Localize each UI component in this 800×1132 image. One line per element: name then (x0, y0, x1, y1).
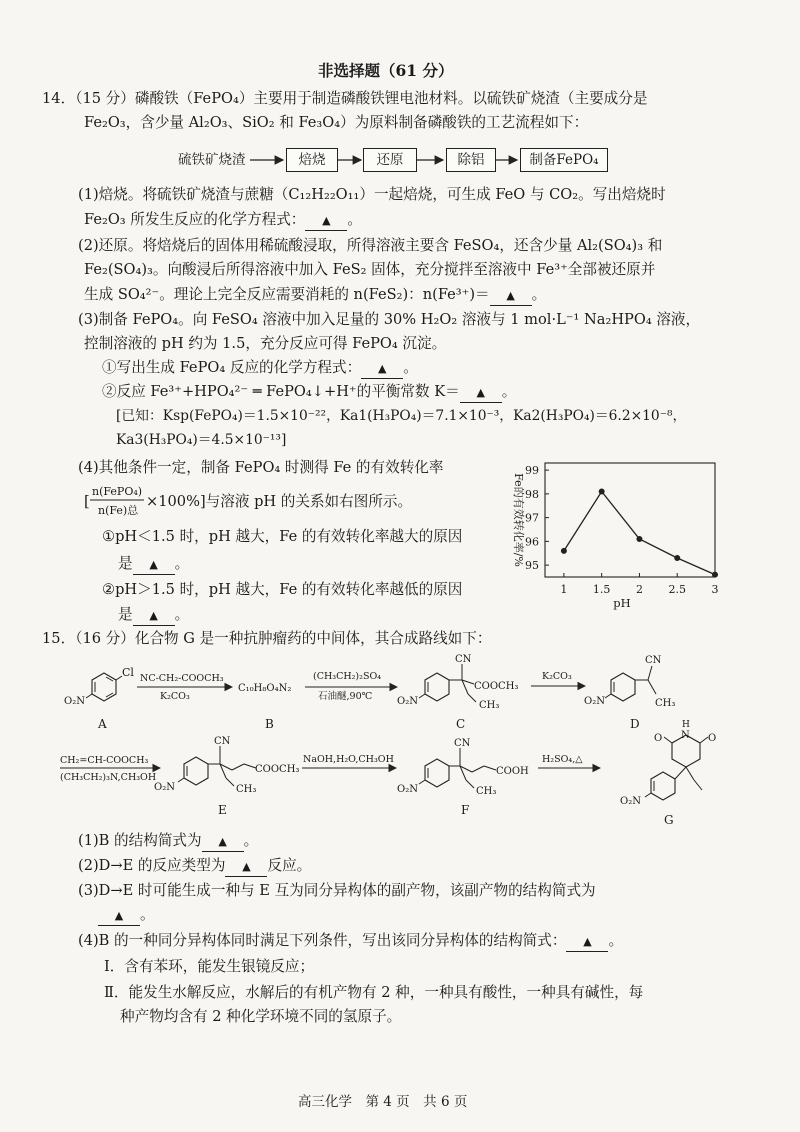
reagent-1-top: NC-CH₂-COOCH₃ (140, 673, 224, 684)
q15-cond1: Ⅰ．含有苯环，能发生银镜反应； (104, 958, 315, 975)
compound-G (620, 720, 716, 827)
period: 。 (608, 932, 624, 949)
group-o2n: O₂N (584, 696, 605, 707)
label-B: B (265, 717, 274, 731)
compound-C (397, 654, 518, 731)
reagent-6-top: H₂SO₄,△ (542, 754, 583, 765)
group-cooch3: COOCH₃ (255, 764, 300, 775)
reagent-3-top: K₂CO₃ (542, 671, 572, 682)
blank-triangle-icon: ▲ (149, 609, 158, 622)
reagent-5-top: NaOH,H₂O,CH₃OH (303, 754, 394, 765)
y-tick-label: 98 (525, 487, 539, 501)
answer-blank[interactable] (202, 832, 244, 852)
reagent-2-top: (CH₃CH₂)₂SO₄ (313, 671, 382, 682)
y-tick-label: 99 (525, 464, 539, 478)
group-o2n: O₂N (397, 696, 418, 707)
group-o2n: O₂N (64, 696, 85, 707)
flow-step-remove-al: 除铝 (446, 148, 496, 172)
q14-known-line2: Ka3(H₃PO₄)＝4.5×10⁻¹³] (116, 432, 287, 448)
reagent-1-bot: K₂CO₃ (160, 691, 190, 702)
label-E: E (218, 803, 227, 817)
period: 。 (174, 606, 190, 623)
q14-part3-line1: (3)制备 FePO₄。向 FeSO₄ 溶液中加入足量的 30% H₂O₂ 溶液与 1 mol·L⁻¹ Na₂HPO₄ 溶液， (78, 311, 701, 328)
answer-blank[interactable] (225, 857, 267, 877)
q15-part1-text: (1)B 的结构简式为 (78, 832, 202, 849)
q14-part2-line2: Fe₂(SO₄)₃。向酸浸后所得溶液中加入 FeS₂ 固体，充分搅拌至溶液中 Fe³⁺全部被还原并 (84, 261, 656, 278)
q15-part4 (78, 932, 623, 952)
group-cn: CN (645, 655, 662, 666)
reagent-4-bot: (CH₃CH₂)₃N,CH₃OH (60, 772, 157, 783)
label-F: F (461, 803, 470, 817)
q15-cond2-line2: 种产物均含有 2 种化学环境不同的氢原子。 (120, 1008, 402, 1025)
formula-B: C₁₀H₈O₄N₂ (238, 683, 292, 694)
q15-part3-line1: (3)D→E 时可能生成一种与 E 互为同分异构体的副产物，该副产物的结构简式为 (78, 882, 596, 899)
blank-triangle-icon: ▲ (322, 214, 331, 227)
y-tick-label: 96 (525, 535, 539, 549)
answer-blank[interactable] (566, 932, 608, 952)
group-o2n: O₂N (620, 796, 641, 807)
group-o: O (654, 733, 663, 744)
q14-intro-line1: 14．（15 分）磷酸铁（FePO₄）主要用于制造磷酸铁锂电池材料。以硫铁矿烧渣（主要成分是 (42, 90, 648, 107)
x-axis-label: pH (613, 596, 631, 610)
is-text: 是 (118, 555, 133, 572)
group-ch3: CH₃ (479, 700, 500, 711)
y-axis-label: Fe的有效转化率/% (512, 473, 525, 567)
flow-step-reduce: 还原 (363, 148, 417, 172)
q14-part4-sub2: ②pH＞1.5 时，pH 越大，Fe 的有效转化率越低的原因 (102, 581, 463, 598)
page-footer: 高三化学 第 4 页 共 6 页 (298, 1094, 468, 1110)
flow-start: 硫铁矿烧渣 (178, 152, 246, 168)
group-cooh: COOH (496, 766, 529, 777)
group-nh: H (682, 720, 690, 730)
x-tick-label: 1 (560, 583, 568, 596)
blank-triangle-icon: ▲ (242, 860, 251, 873)
y-tick-label: 95 (525, 559, 539, 573)
y-tick-label: 97 (525, 511, 539, 525)
x-tick-label: 2.5 (668, 583, 686, 596)
group-ch3: CH₃ (236, 784, 257, 795)
q14-part3-sub2-text: ②反应 Fe³⁺+HPO₄²⁻ ═ FePO₄↓+H⁺的平衡常数 K＝ (102, 383, 460, 400)
q14-part2-line1: (2)还原。将焙烧后的固体用稀硫酸浸取，所得溶液主要含 FeSO₄，还含少量 Al₂(SO₄)₃ 和 (78, 237, 663, 254)
compound-E (154, 736, 299, 817)
blank-triangle-icon: ▲ (506, 289, 515, 302)
q14-known-line1: [已知：Ksp(FePO₄)＝1.5×10⁻²²，Ka1(H₃PO₄)＝7.1×10⁻³，Ka2(H₃PO₄)＝6.2×10⁻⁸， (116, 408, 687, 424)
q14-part1-line1: (1)焙烧。将硫铁矿烧渣与蔗糖（C₁₂H₂₂O₁₁）一起焙烧，可生成 FeO 与 CO₂。写出焙烧时 (78, 186, 666, 203)
q14-part4-frac-den: n(Fe)总 (98, 504, 139, 517)
q15-part4-text: (4)B 的一种同分异构体同时满足下列条件，写出该同分异构体的结构简式： (78, 932, 567, 949)
q15-part3-line2 (98, 906, 155, 926)
label-A: A (98, 717, 107, 731)
group-ch3: CH₃ (476, 786, 497, 797)
q14-part4-sub1: ①pH＜1.5 时，pH 越大，Fe 的有效转化率越大的原因 (102, 528, 463, 545)
blank-triangle-icon: ▲ (114, 909, 124, 922)
group-cn: CN (454, 738, 471, 749)
blank-triangle-icon: ▲ (377, 362, 387, 375)
q14-part4-line1: (4)其他条件一定，制备 FePO₄ 时测得 Fe 的有效转化率 (78, 459, 444, 476)
blank-triangle-icon: ▲ (583, 935, 592, 948)
compound-D (584, 655, 675, 731)
q15-part1 (78, 832, 258, 852)
q14-part4-line2: ×100%]与溶液 pH 的关系如右图所示。 (146, 493, 413, 510)
q15-cond2-line1: Ⅱ．能发生水解反应，水解后的有机产物有 2 种，一种具有酸性，一种具有碱性，每 (104, 984, 644, 1001)
is-text: 是 (118, 606, 133, 623)
blank-triangle-icon: ▲ (218, 835, 227, 848)
group-cn: CN (455, 654, 472, 665)
label-G: G (664, 813, 674, 827)
reagent-2-bot: 石油醚,90℃ (318, 691, 373, 702)
compound-A (64, 666, 134, 731)
q14-part4-frac-num: n(FePO₄) (92, 485, 143, 498)
reagent-4-top: CH₂=CH-COOCH₃ (60, 755, 149, 766)
q14-part3-sub1-text: ①写出生成 FePO₄ 反应的化学方程式： (102, 359, 362, 376)
period: 。 (501, 383, 517, 400)
blank-triangle-icon: ▲ (149, 558, 158, 571)
section-title: 非选择题（61 分） (318, 61, 454, 80)
compound-F (397, 738, 529, 817)
group-o2n: O₂N (397, 784, 418, 795)
flow-step-roast: 焙烧 (286, 148, 338, 172)
label-C: C (456, 717, 466, 731)
period: 。 (347, 211, 363, 228)
period: 。 (403, 359, 418, 376)
group-cn: CN (214, 736, 231, 747)
q15-part2 (78, 857, 311, 877)
answer-blank[interactable] (98, 906, 140, 926)
q14-intro-line2: Fe₂O₃，含少量 Al₂O₃、SiO₂ 和 Fe₃O₄）为原料制备磷酸铁的工艺流程如下： (84, 114, 589, 131)
flow-step-prepare: 制备FePO₄ (520, 148, 608, 172)
q14-part4-bracket: [ (84, 493, 90, 510)
q14-part2-text: 生成 SO₄²⁻。理论上完全反应需要消耗的 n(FeS₂)：n(Fe³⁺)＝ (84, 286, 490, 303)
q15-part2-text: (2)D→E 的反应类型为 (78, 857, 226, 874)
q15-intro: 15．（16 分）化合物 G 是一种抗肿瘤药的中间体，其合成路线如下： (42, 630, 492, 647)
period: 。 (531, 286, 547, 303)
period: 。 (140, 906, 155, 923)
period: 。 (174, 555, 190, 572)
group-ch3: CH₃ (655, 698, 676, 709)
group-o: O (708, 733, 717, 744)
x-tick-label: 2 (635, 583, 643, 596)
group-cooch3: COOCH₃ (474, 681, 519, 692)
q15-part2-post: 反应。 (267, 857, 312, 874)
group-n: N (681, 730, 690, 741)
period: 。 (243, 832, 259, 849)
blank-triangle-icon: ▲ (476, 386, 485, 399)
q14-part3-line2: 控制溶液的 pH 约为 1.5，充分反应可得 FePO₄ 沉淀。 (84, 335, 447, 352)
group-cl: Cl (122, 666, 134, 679)
label-D: D (630, 717, 640, 731)
group-o2n: O₂N (154, 782, 175, 793)
x-tick-label: 3 (711, 583, 719, 596)
q14-part1-text: Fe₂O₃ 所发生反应的化学方程式： (84, 211, 306, 228)
x-tick-label: 1.5 (592, 583, 611, 596)
